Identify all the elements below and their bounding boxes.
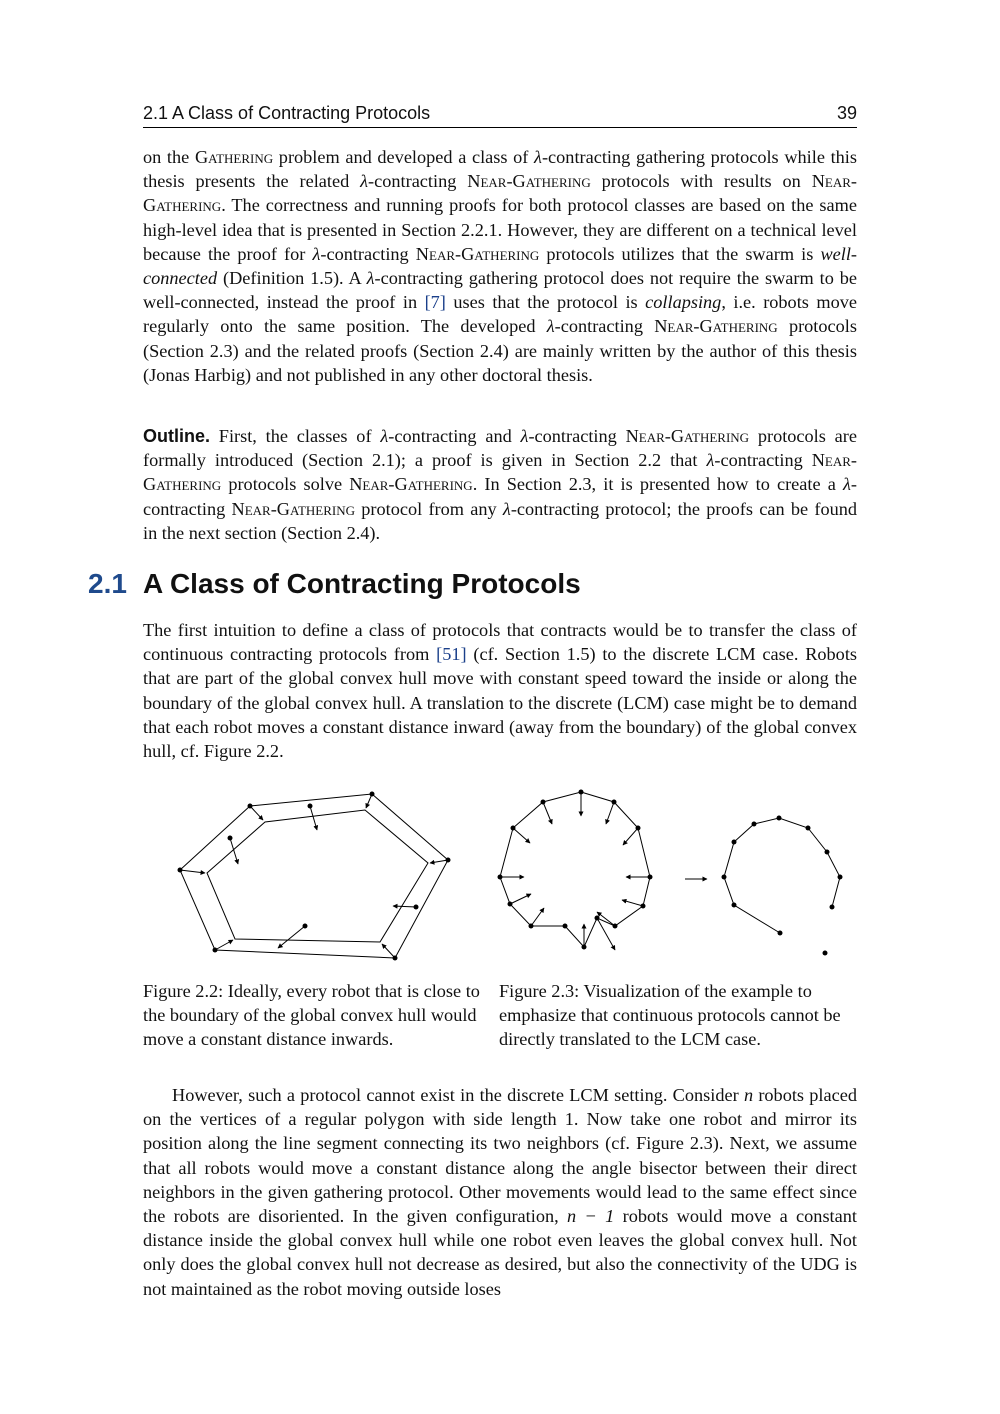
running-head-title: 2.1 A Class of Contracting Protocols bbox=[143, 103, 431, 123]
section-heading bbox=[88, 568, 848, 608]
section-paragraph: The first intuition to define a class of protocols that contracts would be to transfer the class of continuous contracting protocols from [51] (cf. Section 1.5) to the discrete LCM case. Robots that are part of the global convex hull move with constant speed toward the inside or along the boundary of the global convex hull. A translation to the discrete (LCM) case might be to demand that each robot moves a constant distance inward (away from the boundary) of the global convex hull, cf. Figure 2.2. bbox=[143, 620, 858, 762]
figures bbox=[160, 780, 860, 970]
boundary-robots bbox=[178, 792, 451, 961]
intro-paragraph: on the Gathering problem and developed a class of λ-contracting gathering protocols while this thesis presents the related λ-contracting Near-Gathering protocols with results on Near-Gathering. The correctness and running proofs for both protocol classes are based on the same high-level idea that is presented in Section 2.2.1. However, they are different on a technical level because the proof for λ-contracting Near-Gathering protocols utilizes that the swarm is well-connected (Definition 1.5). A λ-contracting gathering protocol does not require the swarm to be well-connected, instead the proof in [7] uses that the protocol is collapsing, i.e. robots move regularly onto the same position. The developed λ-contracting Near-Gathering protocols (Section 2.3) and the related proofs (Section 2.4) are mainly written by the author of this thesis (Jonas Harbig) and not published in any other doctoral thesis. bbox=[143, 147, 857, 385]
left-robots bbox=[498, 790, 653, 950]
page-number: 39 bbox=[836, 103, 857, 123]
disconnected-robot bbox=[823, 951, 828, 956]
section-number: 2.1 bbox=[88, 568, 127, 599]
outline-paragraph: Outline. First, the classes of λ-contracting and λ-contracting Near-Gathering protocols are formally introduced (Section 2.1); a proof is given in Section 2.2 that λ-contracting Near-Gathering protocols solve Near-Gathering. In Section 2.3, it is presented how to create a λ-contracting Near-Gathering protocol from any λ-contracting protocol; the proofs can be found in the next section (Section 2.4). bbox=[143, 426, 858, 543]
figure-2-2-caption: Figure 2.2: Ideally, every robot that is close to the boundary of the global convex hull would move a constant distance inwards. bbox=[143, 981, 480, 1050]
figure-2-3-left bbox=[498, 790, 653, 951]
outline-label: Outline. bbox=[143, 426, 210, 446]
figure-2-3-right bbox=[722, 816, 843, 956]
inner-convex-hull bbox=[207, 810, 428, 942]
figure-2-2 bbox=[178, 792, 451, 961]
resulting-chain bbox=[724, 818, 840, 933]
section-title: A Class of Contracting Protocols bbox=[143, 568, 581, 599]
polygon-with-mirrored-robot bbox=[500, 792, 650, 947]
running-head bbox=[143, 101, 857, 128]
citation-link[interactable]: [51] bbox=[436, 644, 467, 665]
bisector-arrows bbox=[500, 792, 650, 950]
final-paragraph: However, such a protocol cannot exist in the discrete LCM setting. Consider n robots placed on the vertices of a regular polygon with side length 1. Now take one robot and mirror its position along the line segment connecting its two neighbors (cf. Figure 2.3). Next, we assume that all robots would move a constant distance along the angle bisector between their direct neighbors in the given gathering protocol. Other movements would lead to the same effect since the robots are disoriented. In the given configuration, n − 1 robots would move a constant distance inside the global convex hull while one robot even leaves the global convex hull. Not only does the global convex hull not decrease as desired, but also the connectivity of the UDG is not maintained as the robot moving outside loses bbox=[143, 1085, 857, 1299]
citation-link[interactable]: [7] bbox=[424, 292, 446, 313]
figure-2-3-caption: Figure 2.3: Visualization of the example to emphasize that continuous protocols cannot be directly translated to the LCM case. bbox=[499, 981, 841, 1050]
